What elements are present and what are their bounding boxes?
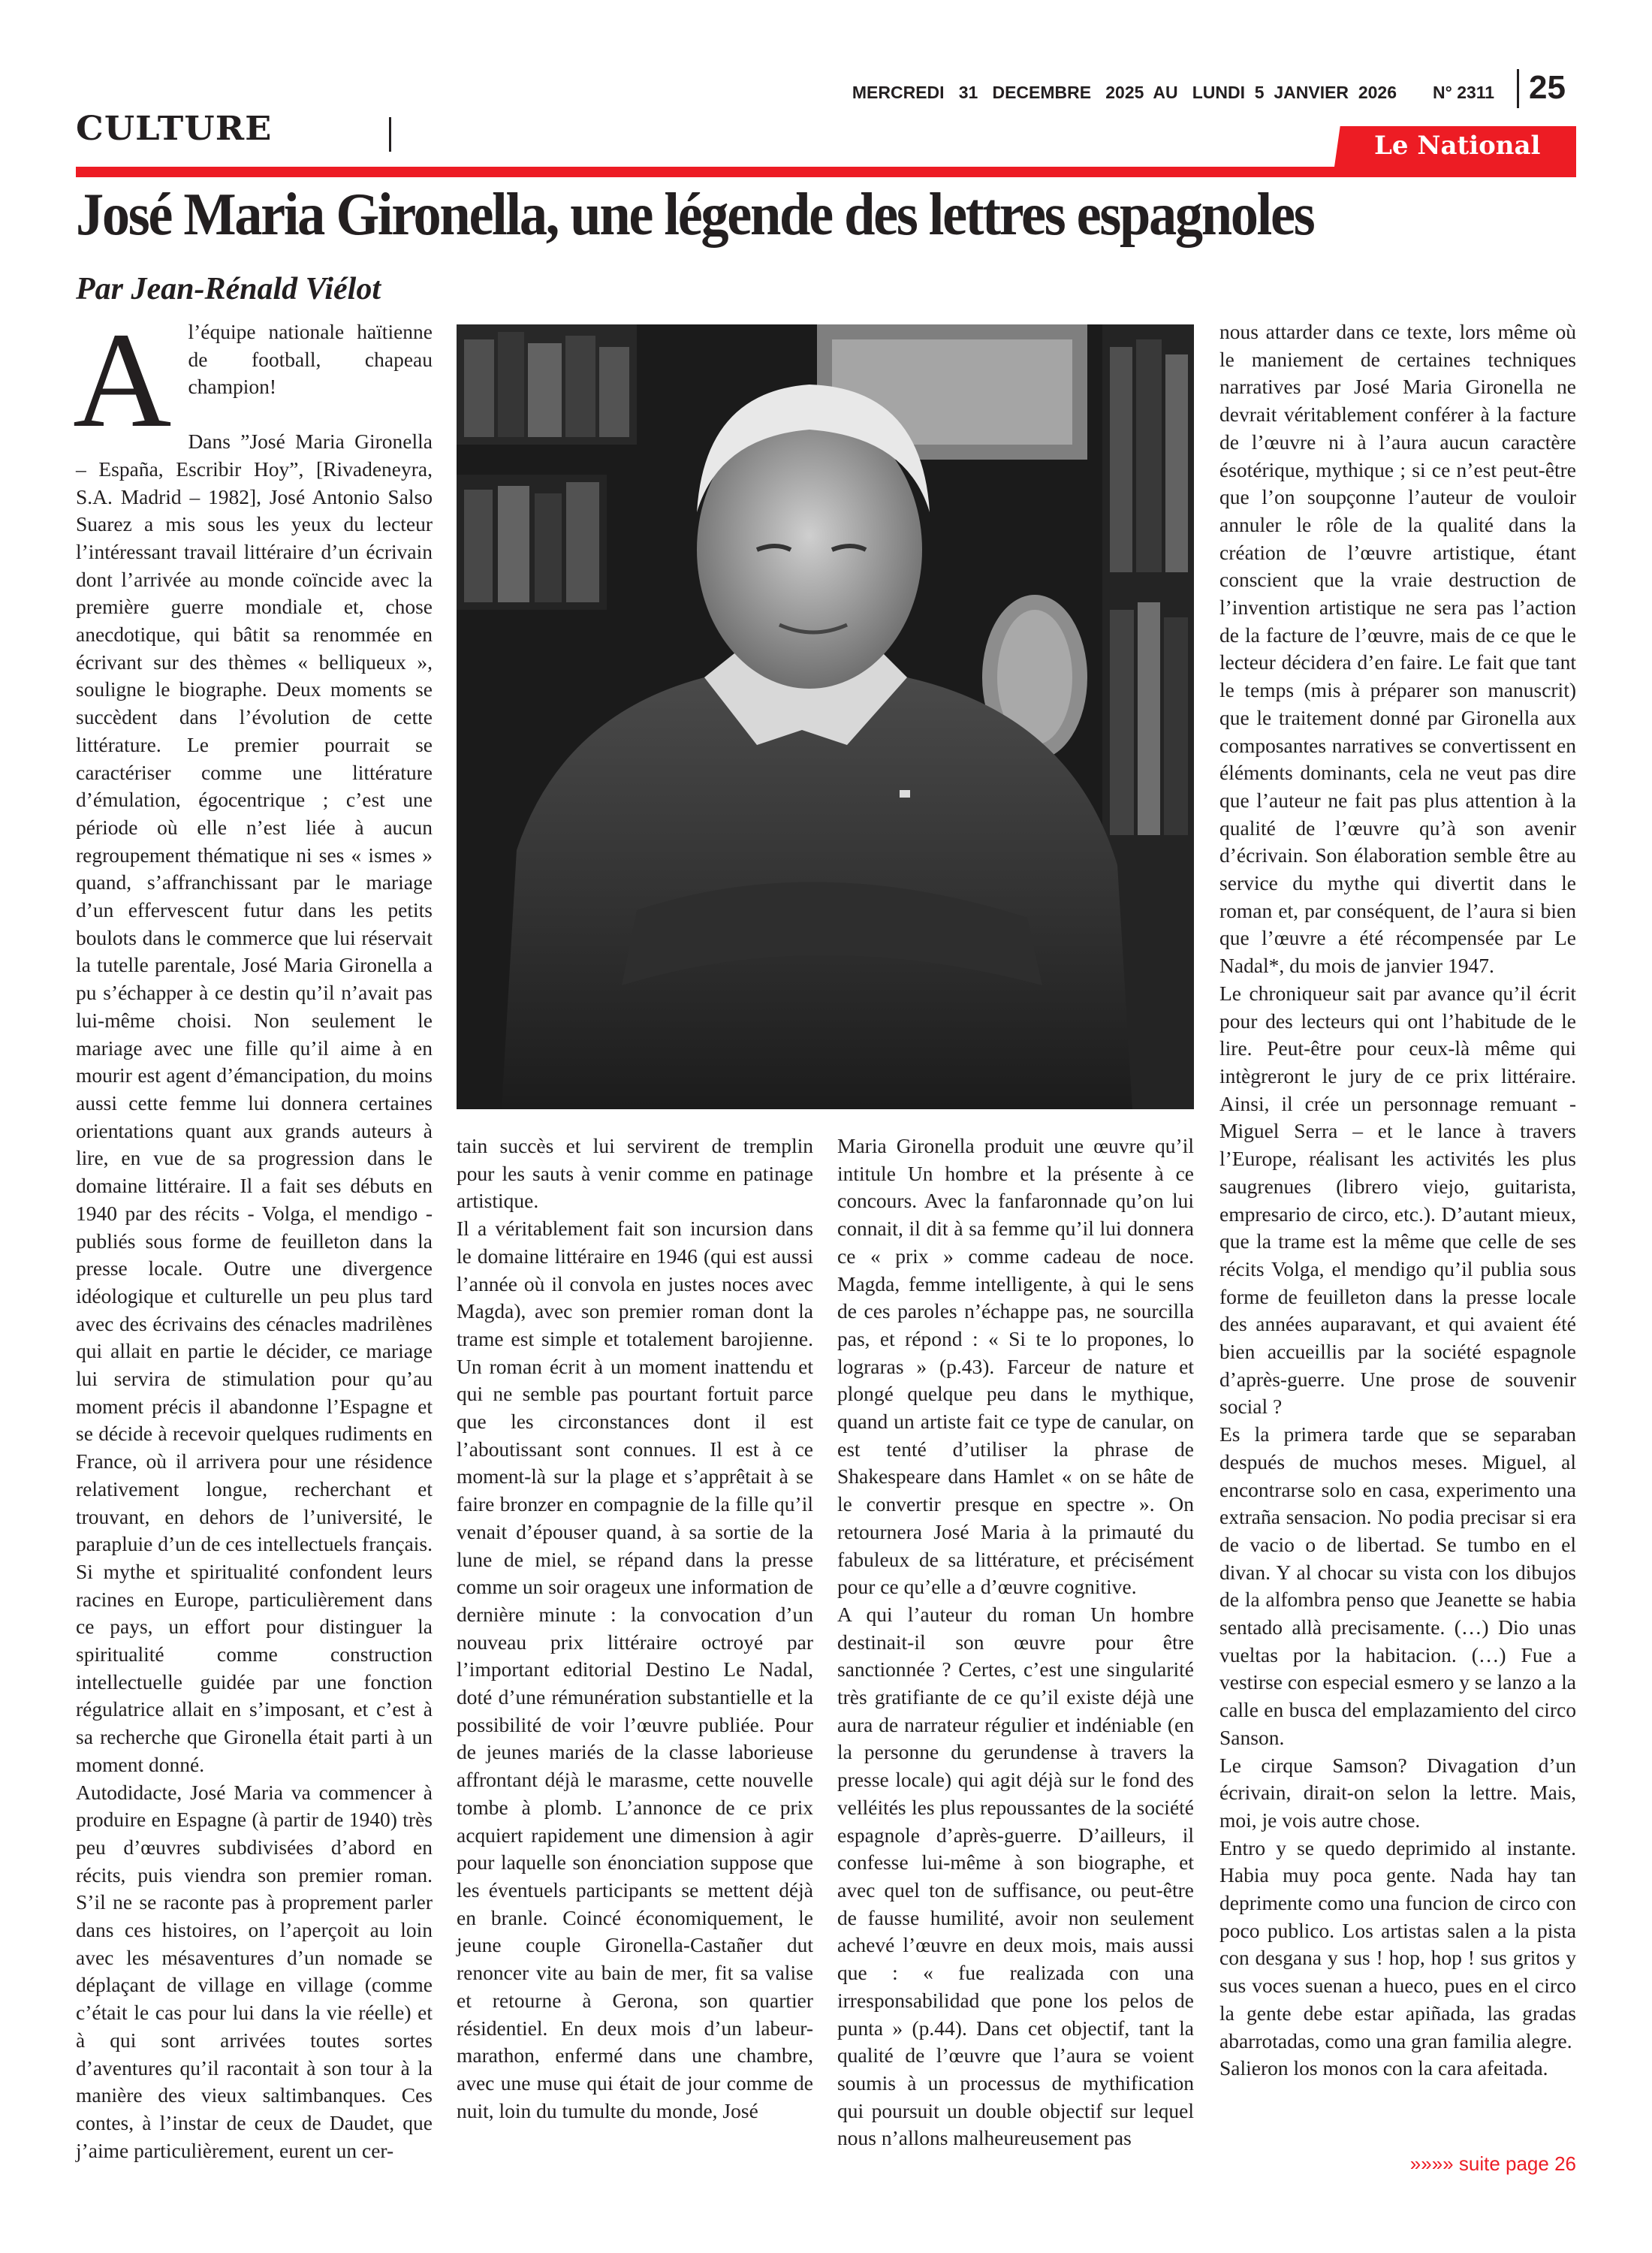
byline: Par Jean-Rénald Viélot (76, 272, 381, 306)
issue-number: N° 2311 (1433, 83, 1495, 102)
article-title: José Maria Gironella, une légende des lettres espagnoles (76, 182, 1314, 248)
paragraph: Autodidacte, José Maria va commencer à produire en Espagne (à partir de 1940) très peu d’œuvres subdivisées d’abord en récits, puis viendra son premier roman. S’il ne se raconte pas à proprement parler dans ces histoires, on l’aperçoit au loin avec les mésaventures d’un nomade se déplaçant de village en village (comme c’était le cas pour lui dans la vie réelle) et à qui sont arrivées toutes sortes d’aventures qu’il racontait à son tour à la manière des vieux saltimbanques. Ces contes, à l’instar de ceux de Daudet, que j’aime particulièrement, eurent un cer- (76, 1780, 433, 2162)
header-divider (1517, 69, 1519, 108)
author-photo (457, 324, 1194, 1109)
paragraph: A qui l’auteur du roman Un hombre destinait-il son œuvre pour être sanctionnée ? Certes, c’est une singularité très gratifiante de ce qu’il existe déjà une aura de narrateur régulier et indéniable (en la personne du gerundense à travers la presse locale) qui agit déjà sur le fond des velléités les plus repoussantes de la société espagnole d’après-guerre. D’ailleurs, il confesse lui-même à son biographe, et avec quel ton de suffisance, ou peut-être de fausse humilité, avoir non seulement achevé l’œuvre en deux mois, mais aussi que : « fue realizada con una irresponsabilidad que pone los pelos de punta » (p.44). Dans cet objectif, tant la qualité de l’œuvre que l’aura se voient soumis à un processus de mythification qui poursuit un double objectif sur lequel nous n’allons malheureusement pas (837, 1602, 1194, 2150)
article-column-1 (73, 305, 433, 2162)
section-label: CULTURE (76, 110, 273, 148)
lead-paragraph: l’équipe nationale haïtienne de football, chapeau champion! (188, 320, 433, 399)
drop-cap: A (73, 305, 172, 456)
quote-paragraph: Es la primera tarde que se separaban después de muchos meses. Miguel, al encontrarse solo en casa, experimento una extraña sensacion. No podia precisar si era de vacio o de libertad. Se tumbo en el divan. Y al chocar su vista con los dibujos de la alfombra penso que Jeanette se habia sentado allà precisamente. (…) Dio unas vueltas por la habitacion. (…) Fue a vestirse con especial esmero y se lanzo a la calle en busca del emplazamiento del circo Sanson. (1219, 1422, 1576, 1749)
section-divider (389, 117, 391, 152)
paragraph: Le cirque Samson? Divagation d’un écrivain, dirait-on selon la lettre. Mais, moi, je vois autre chose. (1219, 1753, 1576, 1832)
paragraph: tain succès et lui servirent de tremplin pour les sauts à venir comme en patinage artistique. (457, 1134, 813, 1213)
quote-paragraph: Salieron los monos con la cara afeitada. (1219, 2056, 1548, 2080)
paragraph: nous attarder dans ce texte, lors même où le maniement de certaines techniques narratives par José Maria Gironella ne devrait véritablement conférer à la facture de l’œuvre ni à l’aura aucun caractère ésotérique, mythique ; si ce n’est peut-être que l’on soupçonne l’auteur de vouloir annuler le rôle de la qualité dans la création de l’œuvre artistique, étant conscient que la vraie destruction de l’invention artistique ne sera pas l’action de la facture de l’œuvre, mais de ce que le lecteur décidera d’en faire. Le fait que tant le temps (mis à préparer son manuscrit) que le traitement donné par Gironella aux composantes narratives se convertissent en éléments dominants, cela ne veut pas dire que l’auteur ne fait pas plus attention à la qualité de l’œuvre qu’à son avenir d’écrivain. Son élaboration semble être au service du mythe qui divertit dans le roman et, par conséquent, de l’aura si bien que l’œuvre a été récompensée par Le Nadal*, du mois de janvier 1947. (1219, 320, 1576, 978)
article-column-3 (837, 1133, 1194, 2150)
article-column-2 (457, 1133, 813, 2125)
article-column-4 (1219, 318, 1576, 2137)
paragraph: Dans ”José Maria Gironella – España, Escribir Hoy”, [Rivadeneyra, S.A. Madrid – 1982], José Antonio Salso Suarez a mis sous les yeux du lecteur l’intéressant travail littéraire d’un écrivain dont l’arrivée au monde coïncide avec la première guerre mondiale et, chose anecdotique, qui bâtit sa renommée en écrivant sur des thèmes « belliqueux », souligne le biographe. Deux moments se succèdent dans l’évolution de cette littérature. Le premier pourrait se caractériser comme une littérature d’émulation, égocentrique ; c’est une période où elle n’est liée à aucun regroupement thématique ni ses « ismes » quand, s’affranchissant par le mariage d’un effervescent futur dans les petits boulots dans le commerce que lui réservait la tutelle parentale, José Maria Gironella a pu s’échapper à ce destin qu’il n’avait pas lui-même choisi. Non seulement le mariage avec une fille qu’il aime à en mourir est agent d’émancipation, du moins aussi cette femme lui donnera certaines orientations quant aux grands auteurs à lire, en vue de sa progression dans le domaine littéraire. Il a fait ses débuts en 1940 par des récits - Volga, el mendigo - publiés sous forme de feuilleton dans la presse locale. Outre une divergence idéologique et culturelle un peu plus tard avec des écrivains des cénacles madrilènes qui allait en partie le décider, ce mariage lui servira de stimulation pour qu’au moment précis il abandonne l’Espagne et se décide à recevoir quelques rudiments en France, où il arrivera pour une résidence relativement longue, recherchant et trouvant, en dehors de l’université, le parapluie d’un de ces intellectuels français. Si mythe et spiritualité confondent leurs racines en Europe, particulièrement dans ce pays, un effort pour distinguer la spiritualité comme construction intellectuelle guidée par une fonction régulatrice allait en s’imposant, et c’est à sa recherche que Gironella était parti à un moment donné. (76, 430, 433, 1776)
issue-date: MERCREDI 31 DECEMBRE 2025 AU LUNDI 5 JANVIER 2026 (852, 83, 1397, 102)
paragraph: Maria Gironella produit une œuvre qu’il intitule Un hombre et la présente à ce concours. Avec la fanfaronnade qu’on lui connait, il dit à sa femme qu’il lui donnera ce « prix » comme cadeau de noce. Magda, femme intelligente, à qui le sens de ces paroles n’échappe pas, ne sourcilla pas, et répond : « Si te lo propones, lo lograras » (p.43). Farceur de nature et plongé quelque peu dans le mythique, quand un artiste fait ce type de canular, on est tenté d’utiliser la phrase de Shakespeare dans Hamlet « on se hâte de le convertir presque en spectre ». On retournera José Maria à la primauté du fabuleux de sa littérature, et précisément pour ce qu’elle a d’œuvre cognitive. (837, 1134, 1194, 1599)
paragraph: Il a véritablement fait son incursion dans le domaine littéraire en 1946 (qui est aussi l’année où il convola en justes noces avec Magda), avec son premier roman dont la trame est simple et totalement barojienne. Un roman écrit à un moment inattendu et qui ne semble pas pourtant fortuit parce que les circonstances dont il est l’aboutissant sont connues. Il est à ce moment-là sur la plage et s’apprêtait à se faire bronzer en compagnie de la fille qu’il venait d’épouser quand, à sa sortie de la lune de miel, se répand dans la presse comme un soir orageux une information de dernière minute : la convocation d’un nouveau prix littéraire octroyé par l’important editorial Destino Le Nadal, doté d’une rémunération substantielle et la possibilité de voir l’œuvre publiée. Pour de jeunes mariés de la classe laborieuse affrontant déjà le marasme, cette nouvelle tombe à plomb. L’annonce de ce prix acquiert rapidement une dimension à agir pour laquelle son énonciation suppose que les éventuels participants se mettent déjà en branle. Coincé économiquement, le jeune couple Gironella-Castañer dut renoncer vite au bain de mer, fit sa valise et retourne à Gerona, son quartier résidentiel. En deux mois d’un labeur-marathon, enfermé dans une chambre, avec une muse qui était de jour comme de nuit, loin du tumulte du monde, José (457, 1217, 814, 2122)
paragraph: Le chroniqueur sait par avance qu’il écrit pour des lecteurs qui ont l’habitude de le lire. Peut-être pour ceux-là même qui intègreront le jury de ce prix littéraire. Ainsi, il crée un personnage remuant - Miguel Serra – et le lance à travers l’Europe, réalisant les activités les plus saugrenues (librero viejo, guitarista, empresario de circo, etc.). D’autant mieux, que la trame est la même que celle de ses récits Volga, el mendigo qu’il publia sous forme de feuilleton dans la presse locale des années auparavant, et qui avaient été bien accueillis par la société espagnole d’après-guerre. Une prose de souvenir social ? (1219, 981, 1576, 1419)
page-number: 25 (1529, 69, 1566, 106)
brand-logo: Le National (1374, 131, 1541, 161)
quote-paragraph: Entro y se quedo deprimido al instante. Habia muy poca gente. Nada hay tan deprimente como una funcion de circo con poco publico. Los artistas salen a la pista con desgana y sus ! hop, hop ! sus gritos y sus voces suenan a hueco, pues en el circo la gente debe estar apiñada, las gradas abarrotadas, como una gran familia alegre. (1219, 1835, 1576, 2052)
continued-link[interactable]: »»»» suite page 26 (1409, 2152, 1576, 2175)
